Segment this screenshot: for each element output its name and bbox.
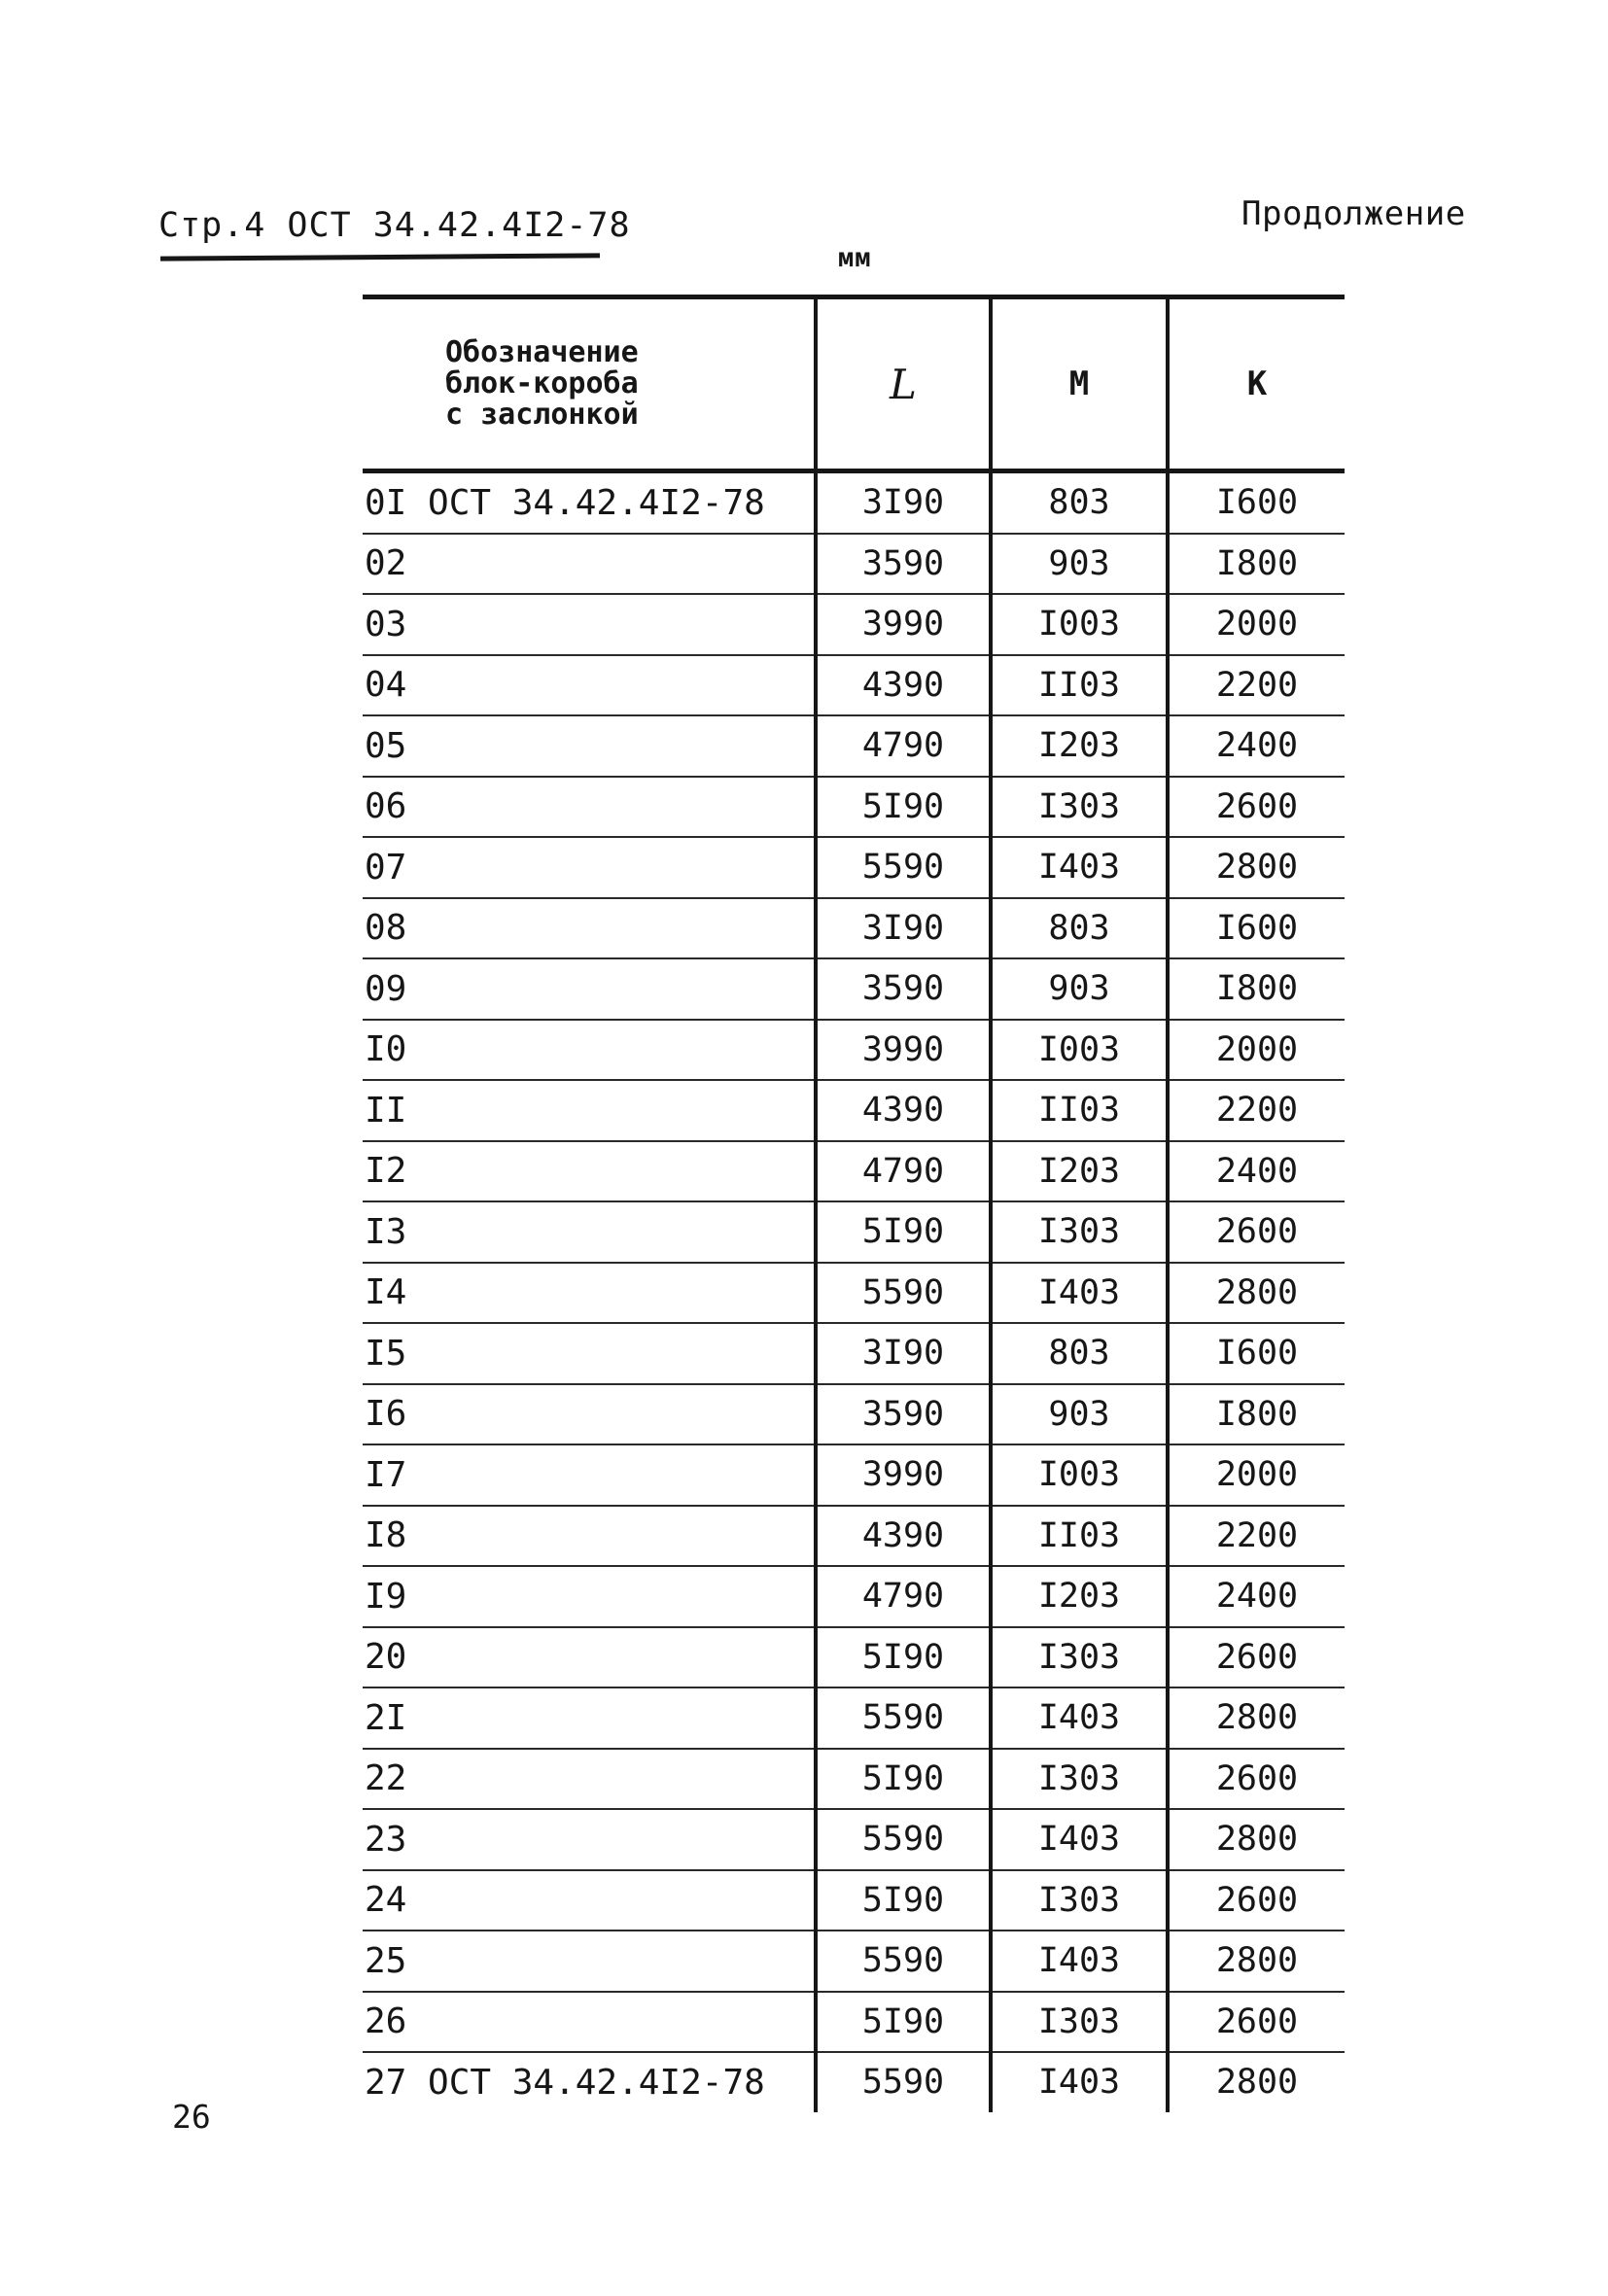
table-row — [363, 715, 1345, 777]
cell-designation: 24 — [363, 1870, 816, 1931]
cell-L: 5590 — [816, 1263, 991, 1324]
header-line: Обозначение — [445, 335, 639, 369]
cell-M: II03 — [991, 1080, 1168, 1141]
table-body — [363, 471, 1345, 2112]
cell-designation: 07 — [363, 837, 816, 898]
cell-L: 3590 — [816, 534, 991, 595]
cell-L: 4790 — [816, 715, 991, 777]
table-row — [363, 1931, 1345, 1992]
dimensions-table-container — [363, 295, 1345, 2137]
table-row — [363, 958, 1345, 1020]
cell-M: I303 — [991, 1749, 1168, 1810]
cell-L: 3I90 — [816, 1323, 991, 1384]
cell-L: 4790 — [816, 1141, 991, 1202]
cell-K: I800 — [1168, 534, 1345, 595]
cell-L: 3990 — [816, 1020, 991, 1081]
column-header-K: К — [1168, 297, 1345, 471]
cell-K: 2000 — [1168, 594, 1345, 655]
header-line: блок-короба — [445, 366, 639, 400]
header-underline — [160, 253, 600, 261]
cell-designation: 20 — [363, 1627, 816, 1688]
table-row — [363, 655, 1345, 716]
cell-designation: 06 — [363, 777, 816, 838]
cell-designation: 02 — [363, 534, 816, 595]
table-row — [363, 1627, 1345, 1688]
cell-K: 2400 — [1168, 715, 1345, 777]
cell-K: 2600 — [1168, 1992, 1345, 2053]
cell-L: 5590 — [816, 1809, 991, 1870]
cell-L: 3I90 — [816, 898, 991, 959]
table-row — [363, 1141, 1345, 1202]
cell-K: 2800 — [1168, 2052, 1345, 2112]
table-row — [363, 1384, 1345, 1445]
cell-M: 803 — [991, 471, 1168, 534]
cell-L: 5590 — [816, 1931, 991, 1992]
cell-M: I303 — [991, 777, 1168, 838]
cell-K: 2200 — [1168, 655, 1345, 716]
cell-designation: 26 — [363, 1992, 816, 2053]
cell-M: I203 — [991, 1141, 1168, 1202]
cell-K: I600 — [1168, 898, 1345, 959]
table-row — [363, 898, 1345, 959]
cell-designation: I3 — [363, 1201, 816, 1263]
cell-M: II03 — [991, 1506, 1168, 1567]
cell-L: 5590 — [816, 1687, 991, 1749]
cell-L: 5590 — [816, 837, 991, 898]
cell-M: I403 — [991, 1931, 1168, 1992]
cell-K: 2800 — [1168, 837, 1345, 898]
cell-designation: 08 — [363, 898, 816, 959]
cell-L: 3990 — [816, 594, 991, 655]
table-header-row — [363, 297, 1345, 471]
cell-M: I403 — [991, 1263, 1168, 1324]
cell-designation: I9 — [363, 1566, 816, 1627]
cell-M: I203 — [991, 715, 1168, 777]
cell-L: 3590 — [816, 958, 991, 1020]
table-row — [363, 1992, 1345, 2053]
cell-designation: I7 — [363, 1444, 816, 1506]
cell-M: I403 — [991, 1687, 1168, 1749]
cell-designation: 27 ОСТ 34.42.4I2-78 — [365, 2062, 765, 2103]
cell-K: 2000 — [1168, 1444, 1345, 1506]
cell-M: I403 — [991, 2052, 1168, 2112]
cell-designation: I2 — [363, 1141, 816, 1202]
cell-K: 2200 — [1168, 1080, 1345, 1141]
cell-M: I303 — [991, 1627, 1168, 1688]
cell-M: I003 — [991, 1444, 1168, 1506]
table-row — [363, 1687, 1345, 1749]
cell-K: 2600 — [1168, 777, 1345, 838]
table-row — [363, 1080, 1345, 1141]
cell-M: I303 — [991, 1201, 1168, 1263]
cell-designation: 22 — [363, 1749, 816, 1810]
cell-L: 5I90 — [816, 1627, 991, 1688]
table-row — [363, 1870, 1345, 1931]
table-row — [363, 1263, 1345, 1324]
cell-M: I003 — [991, 1020, 1168, 1081]
table-row — [363, 1506, 1345, 1567]
cell-M: I003 — [991, 594, 1168, 655]
cell-L: 5I90 — [816, 1201, 991, 1263]
cell-M: I403 — [991, 1809, 1168, 1870]
cell-K: 2600 — [1168, 1870, 1345, 1931]
cell-designation: 03 — [363, 594, 816, 655]
cell-L: 3I90 — [816, 471, 991, 534]
table-row — [363, 1749, 1345, 1810]
column-header-M: М — [991, 297, 1168, 471]
page-header-left: Стр.4 ОСТ 34.42.4I2-78 — [158, 206, 631, 245]
cell-M: I203 — [991, 1566, 1168, 1627]
cell-K: 2800 — [1168, 1931, 1345, 1992]
cell-K: I600 — [1168, 471, 1345, 534]
dimensions-table — [363, 295, 1345, 2112]
cell-designation: I0 — [363, 1020, 816, 1081]
cell-L: 4790 — [816, 1566, 991, 1627]
cell-designation: I4 — [363, 1263, 816, 1324]
cell-K: 2600 — [1168, 1627, 1345, 1688]
table-row — [363, 1444, 1345, 1506]
cell-M: I303 — [991, 1870, 1168, 1931]
table-row — [363, 594, 1345, 655]
column-header-designation — [363, 297, 816, 471]
cell-designation: 23 — [363, 1809, 816, 1870]
cell-K: I600 — [1168, 1323, 1345, 1384]
cell-M: II03 — [991, 655, 1168, 716]
cell-K: I800 — [1168, 958, 1345, 1020]
cell-K: 2800 — [1168, 1809, 1345, 1870]
cell-M: I303 — [991, 1992, 1168, 2053]
cell-designation: 09 — [363, 958, 816, 1020]
cell-designation: I6 — [363, 1384, 816, 1445]
cell-designation: 04 — [363, 655, 816, 716]
cell-M: 903 — [991, 534, 1168, 595]
table-row — [363, 1323, 1345, 1384]
page-number: 26 — [172, 2098, 211, 2136]
cell-M: 903 — [991, 1384, 1168, 1445]
header-line: с заслонкой — [445, 398, 639, 432]
page-header-right: Продолжение — [1241, 194, 1466, 233]
cell-L: 3590 — [816, 1384, 991, 1445]
cell-designation: 05 — [363, 715, 816, 777]
cell-L: 3990 — [816, 1444, 991, 1506]
cell-K: 2400 — [1168, 1566, 1345, 1627]
cell-L: 5I90 — [816, 1749, 991, 1810]
cell-designation: II — [363, 1080, 816, 1141]
cell-L: 4390 — [816, 1080, 991, 1141]
table-row — [363, 1566, 1345, 1627]
units-label: мм — [838, 243, 872, 273]
cell-K: I800 — [1168, 1384, 1345, 1445]
cell-K: 2400 — [1168, 1141, 1345, 1202]
cell-designation: 25 — [363, 1931, 816, 1992]
cell-K: 2800 — [1168, 1263, 1345, 1324]
table-row — [363, 837, 1345, 898]
cell-M: 803 — [991, 898, 1168, 959]
cell-K: 2600 — [1168, 1749, 1345, 1810]
cell-M: 803 — [991, 1323, 1168, 1384]
cell-designation: I8 — [363, 1506, 816, 1567]
cell-L: 4390 — [816, 655, 991, 716]
column-header-L: L — [816, 297, 991, 471]
cell-designation: I5 — [363, 1323, 816, 1384]
cell-M: 903 — [991, 958, 1168, 1020]
table-row — [363, 1809, 1345, 1870]
cell-K: 2600 — [1168, 1201, 1345, 1263]
cell-L: 4390 — [816, 1506, 991, 1567]
cell-K: 2200 — [1168, 1506, 1345, 1567]
table-row — [363, 471, 1345, 534]
cell-L: 5I90 — [816, 1870, 991, 1931]
cell-M: I403 — [991, 837, 1168, 898]
table-row — [363, 1201, 1345, 1263]
table-row — [363, 777, 1345, 838]
cell-K: 2000 — [1168, 1020, 1345, 1081]
cell-L: 5590 — [816, 2052, 991, 2112]
cell-L: 5I90 — [816, 777, 991, 838]
table-row — [363, 2052, 1345, 2112]
table-row — [363, 1020, 1345, 1081]
cell-designation: 0I ОСТ 34.42.4I2-78 — [363, 471, 816, 534]
cell-K: 2800 — [1168, 1687, 1345, 1749]
cell-L: 5I90 — [816, 1992, 991, 2053]
cell-designation: 2I — [363, 1687, 816, 1749]
table-row — [363, 534, 1345, 595]
